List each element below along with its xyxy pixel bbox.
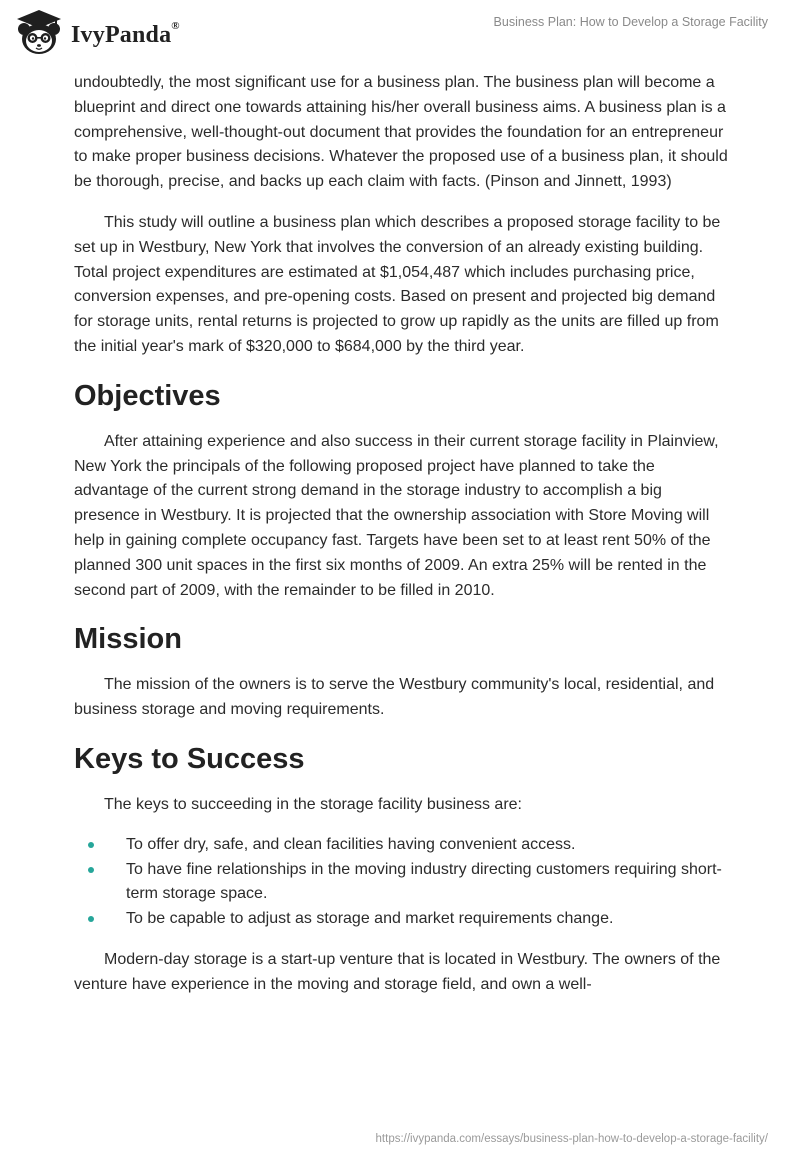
bullet-dot-icon bbox=[88, 916, 94, 922]
list-item bbox=[74, 833, 728, 858]
intro-continuation-paragraph: undoubtedly, the most significant use for a business plan. The business plan will become a blueprint and direct one towards attaining his/her overall business aims. A business plan is a comprehensive, well-thought-out document that provides the foundation for an entrepreneur to make proper business decisions. Whatever the proposed use of a business plan, it should be thorough, precise, and backs up each claim with facts. (Pinson and Jinnett, 1993) bbox=[74, 74, 728, 191]
page-header bbox=[0, 0, 800, 64]
registered-mark: ® bbox=[171, 19, 180, 32]
keys-list bbox=[74, 833, 728, 932]
list-item bbox=[74, 858, 728, 908]
mission-paragraph: The mission of the owners is to serve the Westbury community's local, residential, and business storage and moving requirements. bbox=[74, 676, 715, 719]
essay-body bbox=[74, 71, 728, 998]
mission-heading: Mission bbox=[74, 623, 182, 656]
ivypanda-logo-link[interactable] bbox=[14, 8, 180, 58]
list-item-text: To be capable to adjust as storage and market requirements change. bbox=[126, 910, 614, 928]
running-title: Business Plan: How to Develop a Storage Facility bbox=[493, 15, 768, 29]
closing-paragraph: Modern-day storage is a start-up venture that is located in Westbury. The owners of the venture have experience in the moving and storage field, and own a well- bbox=[74, 950, 721, 993]
list-item bbox=[74, 907, 728, 932]
keys-intro-paragraph: The keys to succeeding in the storage facility business are: bbox=[104, 795, 522, 813]
intro-study-paragraph: This study will outline a business plan which describes a proposed storage facility to be set up in Westbury, New York that involves the conversion of an already existing building. Total project expenditures are estimated at $1,054,487 which includes purchasing price, conversion expenses, and pre-opening costs. Based on present and projected big demand for storage units, rental returns is projected to grow up rapidly as the units are filled up from the initial year's mark of $320,000 to $684,000 by the third year. bbox=[74, 213, 721, 355]
bullet-dot-icon bbox=[88, 867, 94, 873]
source-url-link[interactable]: https://ivypanda.com/essays/business-plan-how-to-develop-a-storage-facility/ bbox=[375, 1133, 768, 1145]
panda-graduate-icon bbox=[14, 8, 64, 58]
list-item-text: To have fine relationships in the moving industry directing customers requiring short-term storage space. bbox=[126, 860, 722, 903]
objectives-paragraph: After attaining experience and also success in their current storage facility in Plainview, New York the principals of the following proposed project have planned to take the advantage of the current strong demand in the storage industry to accomplish a big presence in Westbury. It is projected that the ownership association with Store Moving will help in gaining complete occupancy fast. Targets have been set to at least rent 50% of the planned 300 unit spaces in the first six months of 2009. An extra 25% will be rented in the second part of 2009, with the remainder to be filled in 2010. bbox=[74, 432, 719, 599]
keys-heading: Keys to Success bbox=[74, 742, 305, 775]
bullet-dot-icon bbox=[88, 842, 94, 848]
list-item-text: To offer dry, safe, and clean facilities having convenient access. bbox=[126, 835, 576, 853]
objectives-heading: Objectives bbox=[74, 379, 221, 412]
brand-name: IvyPanda® bbox=[71, 19, 180, 48]
